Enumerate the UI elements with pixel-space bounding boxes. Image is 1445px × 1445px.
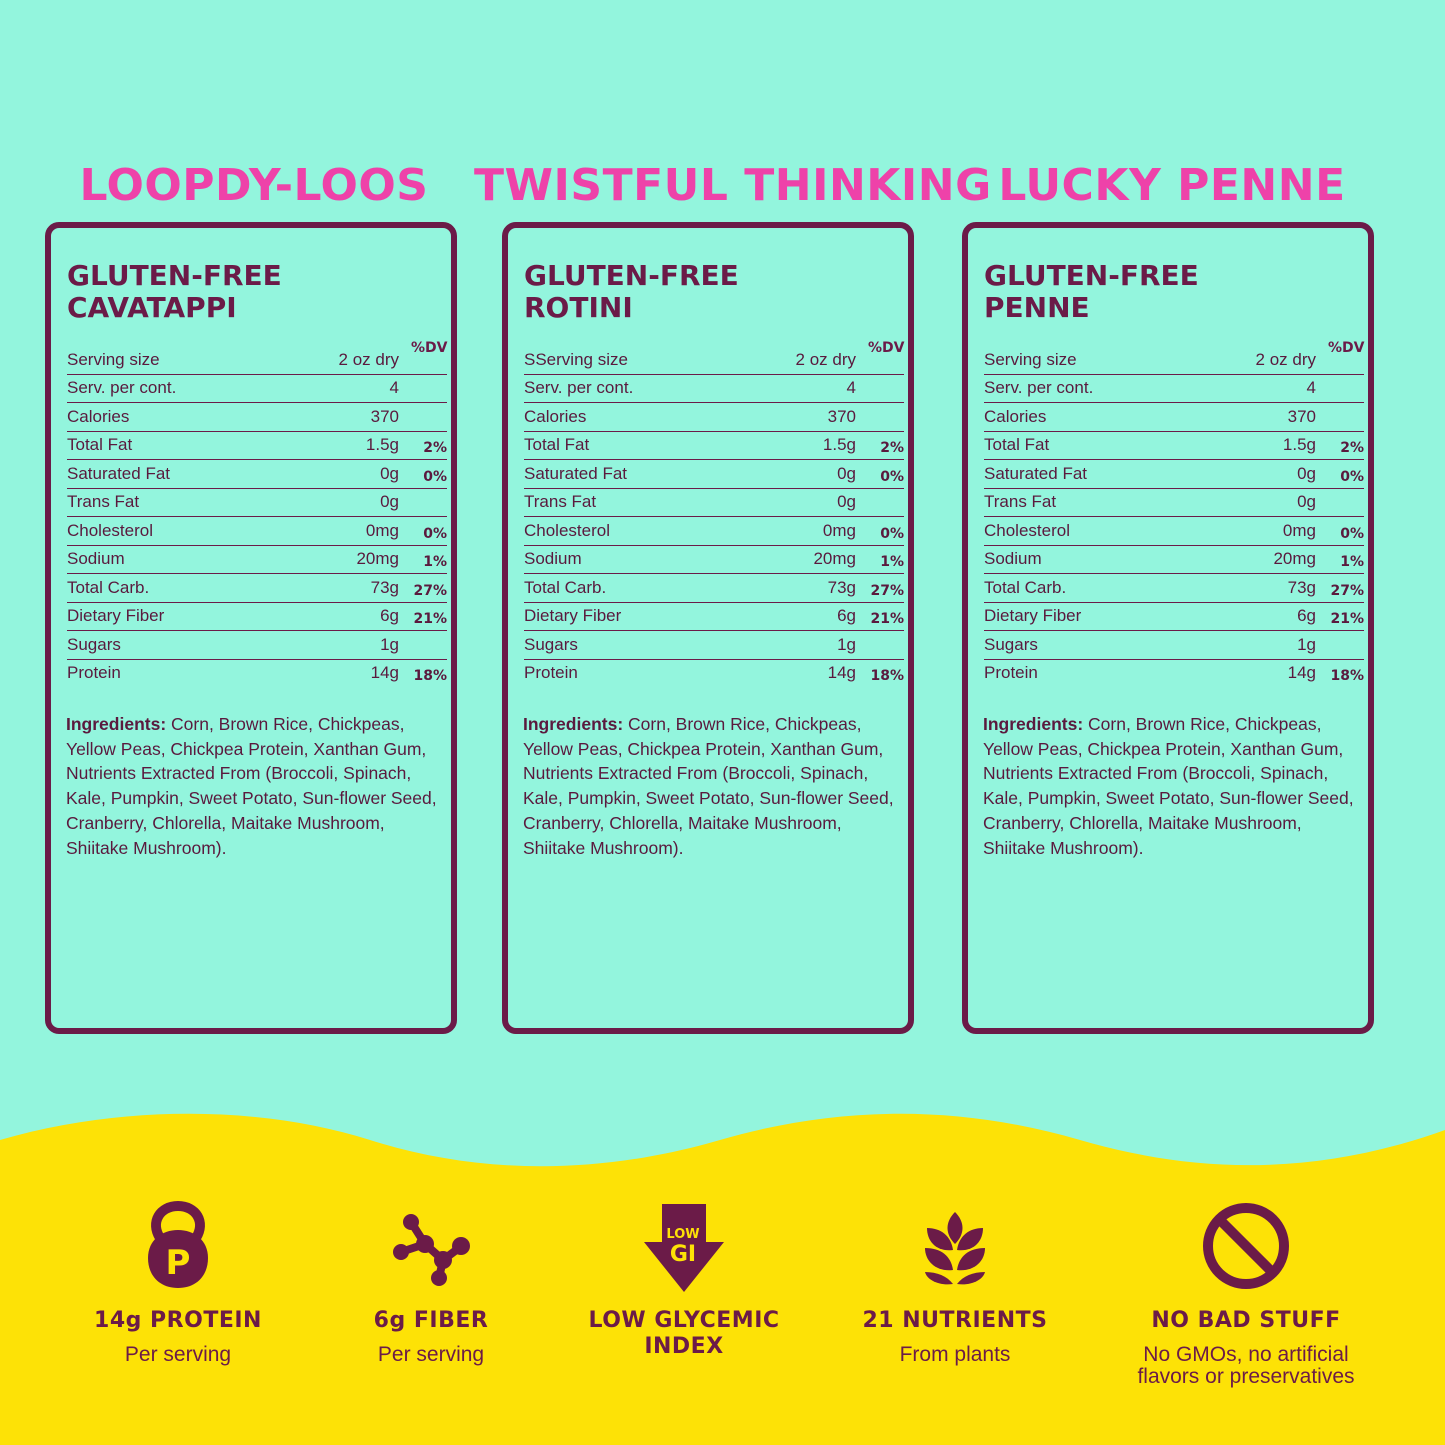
nutrition-row	[524, 432, 904, 461]
low-gi-arrow-icon	[636, 1200, 732, 1296]
wheat-icon	[907, 1200, 1003, 1296]
ingredients-list: Corn, Brown Rice, Chickpeas, Yellow Peas, Chickpea Protein, Xanthan Gum, Nutrients Extracted From (Broccoli, Spinach, Kale, Pumpkin, Sweet Potato, Sun-flower Seed, Cranberry, Chlorella, Maitake Mushroom, Shiitake Mushroom).	[523, 714, 894, 858]
nutrient-amount: 0mg	[365, 520, 399, 540]
nutrition-row	[67, 631, 447, 660]
dv-header: %DV	[1328, 340, 1365, 356]
nutrient-label: Serving size	[984, 349, 1077, 369]
nutrient-dv: 0%	[1340, 525, 1364, 542]
feature-fiber-title: 6g FIBER	[373, 1308, 489, 1333]
nutrition-row	[67, 603, 447, 632]
nutrition-row	[67, 432, 447, 461]
nutrient-amount: 0g	[380, 492, 399, 511]
nutrient-amount: 4	[846, 378, 856, 397]
nutrition-row	[67, 346, 447, 375]
nutrient-amount: 0g	[837, 463, 856, 483]
nutrient-label: Dietary Fiber	[984, 606, 1082, 625]
feature-protein-title: 14g PROTEIN	[94, 1308, 262, 1333]
nutrition-row	[67, 403, 447, 432]
nutrient-amount: 73g	[370, 577, 399, 597]
nutrition-row	[67, 660, 447, 688]
nutrient-amount: 6g	[1297, 606, 1316, 625]
nutrient-amount: 4	[1306, 378, 1316, 397]
nutrient-amount: 6g	[837, 606, 856, 625]
molecule-icon	[383, 1200, 479, 1296]
nutrition-row	[67, 546, 447, 575]
panel-heading: GLUTEN-FREE ROTINI	[524, 259, 739, 324]
nutrient-label: SServing size	[524, 349, 628, 369]
dv-header: %DV	[868, 340, 905, 356]
ingredients-label: Ingredients:	[983, 714, 1084, 734]
nutrition-row	[524, 346, 904, 375]
feature-nutrients	[825, 1200, 1085, 1366]
svg-text:P: P	[165, 1243, 191, 1283]
nutrition-row	[984, 489, 1364, 518]
nutrient-label: Total Carb.	[984, 577, 1067, 597]
ingredients-text	[523, 712, 901, 860]
nutrition-row	[984, 546, 1364, 575]
ingredients-label: Ingredients:	[66, 714, 167, 734]
nutrient-amount: 370	[827, 406, 856, 426]
nutrient-label: Protein	[984, 663, 1038, 682]
nutrition-row	[67, 517, 447, 546]
nutrition-facts-table	[67, 346, 447, 687]
nutrient-dv: 21%	[413, 611, 447, 627]
nutrient-label: Cholesterol	[984, 520, 1070, 540]
nutrient-dv: 2%	[1340, 440, 1364, 456]
nutrition-panel-penne	[962, 222, 1374, 1034]
nutrient-dv: 27%	[870, 582, 904, 599]
nutrition-row	[524, 489, 904, 518]
feature-nutrients-subtitle: From plants	[899, 1343, 1011, 1366]
nutrient-label: Serv. per cont.	[524, 378, 634, 397]
ingredients-list: Corn, Brown Rice, Chickpeas, Yellow Peas, Chickpea Protein, Xanthan Gum, Nutrients Extracted From (Broccoli, Spinach, Kale, Pumpkin, Sweet Potato, Sun-flower Seed, Cranberry, Chlorella, Maitake Mushroom, Shiitake Mushroom).	[66, 714, 437, 858]
product-title-loopdy-loos: LOOPDY-LOOS	[79, 160, 429, 211]
panel-heading: GLUTEN-FREE CAVATAPPI	[67, 259, 282, 324]
nutrient-amount: 73g	[827, 577, 856, 597]
dv-header: %DV	[411, 340, 448, 356]
nutrition-row	[524, 375, 904, 404]
nutrition-panel-cavatappi	[45, 222, 457, 1034]
feature-no-bad-stuff-subtitle: No GMOs, no artificial flavors or preservatives	[1137, 1343, 1355, 1388]
feature-low-gi	[554, 1200, 814, 1360]
nutrient-label: Trans Fat	[67, 492, 140, 511]
nutrient-label: Sodium	[984, 549, 1042, 568]
nutrient-label: Saturated Fat	[524, 463, 628, 483]
nutrient-label: Cholesterol	[524, 520, 610, 540]
nutrient-label: Sugars	[67, 634, 121, 654]
nutrition-row	[524, 517, 904, 546]
nutrient-dv: 18%	[1330, 668, 1364, 684]
ingredients-text	[66, 712, 444, 860]
nutrient-dv: 1%	[423, 554, 447, 570]
nutrition-row	[524, 574, 904, 603]
nutrient-amount: 0g	[380, 463, 399, 483]
nutrient-label: Calories	[524, 406, 587, 426]
nutrient-amount: 4	[389, 378, 399, 397]
nutrient-label: Sugars	[984, 634, 1038, 654]
nutrient-label: Total Carb.	[67, 577, 150, 597]
nutrient-dv: 0%	[423, 525, 447, 542]
nutrient-label: Calories	[67, 406, 130, 426]
ingredients-list: Corn, Brown Rice, Chickpeas, Yellow Peas, Chickpea Protein, Xanthan Gum, Nutrients Extracted From (Broccoli, Spinach, Kale, Pumpkin, Sweet Potato, Sun-flower Seed, Cranberry, Chlorella, Maitake Mushroom, Shiitake Mushroom).	[983, 714, 1354, 858]
nutrient-label: Total Fat	[524, 435, 590, 454]
nutrient-label: Total Fat	[984, 435, 1050, 454]
nutrition-row	[984, 375, 1364, 404]
nutrient-dv: 18%	[870, 668, 904, 684]
nutrient-dv: 2%	[423, 440, 447, 456]
nutrition-row	[984, 517, 1364, 546]
nutrient-amount: 20mg	[1273, 549, 1316, 568]
nutrient-dv: 27%	[1330, 582, 1364, 599]
nutrient-label: Calories	[984, 406, 1047, 426]
nutrition-row	[524, 660, 904, 688]
nutrient-amount: 0mg	[1282, 520, 1316, 540]
nutrient-amount: 0g	[837, 492, 856, 511]
feature-low-gi-title: LOW GLYCEMIC INDEX	[588, 1308, 780, 1359]
nutrient-label: Sugars	[524, 634, 578, 654]
nutrient-amount: 0mg	[822, 520, 856, 540]
nutrient-amount: 2 oz dry	[338, 349, 399, 369]
nutrient-amount: 1.5g	[1282, 435, 1316, 454]
feature-fiber	[301, 1200, 561, 1366]
nutrient-amount: 2 oz dry	[795, 349, 856, 369]
nutrition-row	[984, 603, 1364, 632]
feature-no-bad-stuff	[1106, 1200, 1386, 1388]
nutrition-row	[524, 403, 904, 432]
nutrition-row	[984, 432, 1364, 461]
nutrient-amount: 20mg	[356, 549, 399, 568]
panel-heading: GLUTEN-FREE PENNE	[984, 259, 1199, 324]
nutrient-dv: 1%	[1340, 554, 1364, 570]
nutrient-amount: 1.5g	[365, 435, 399, 454]
nutrition-row	[984, 631, 1364, 660]
nutrition-facts-table	[524, 346, 904, 687]
nutrient-amount: 1g	[837, 634, 856, 654]
nutrition-row	[67, 489, 447, 518]
ingredients-label: Ingredients:	[523, 714, 624, 734]
nutrient-dv: 0%	[1340, 468, 1364, 485]
svg-text:GI: GI	[669, 1242, 697, 1267]
nutrient-dv: 2%	[880, 440, 904, 456]
nutrient-amount: 14g	[1287, 663, 1316, 682]
nutrition-row	[984, 460, 1364, 489]
nutrition-row	[67, 375, 447, 404]
feature-no-bad-stuff-title: NO BAD STUFF	[1151, 1308, 1341, 1333]
svg-text:LOW: LOW	[666, 1227, 700, 1242]
product-title-twistful-thinking: TWISTFUL THINKING	[474, 160, 992, 211]
nutrition-row	[524, 631, 904, 660]
nutrient-amount: 1g	[1297, 634, 1316, 654]
feature-protein	[48, 1200, 308, 1366]
ingredients-text	[983, 712, 1361, 860]
nutrient-amount: 1g	[380, 634, 399, 654]
nutrient-amount: 20mg	[813, 549, 856, 568]
nutrient-label: Sodium	[67, 549, 125, 568]
nutrient-label: Total Carb.	[524, 577, 607, 597]
nutrient-label: Serving size	[67, 349, 160, 369]
nutrient-dv: 0%	[880, 525, 904, 542]
feature-fiber-subtitle: Per serving	[377, 1343, 485, 1366]
nutrient-amount: 1.5g	[822, 435, 856, 454]
product-title-lucky-penne: LUCKY PENNE	[998, 160, 1346, 211]
nutrient-label: Protein	[67, 663, 121, 682]
nutrient-amount: 14g	[370, 663, 399, 682]
nutrition-row	[984, 660, 1364, 688]
nutrient-amount: 370	[1287, 406, 1316, 426]
kettlebell-icon	[130, 1200, 226, 1296]
nutrition-row	[984, 346, 1364, 375]
nutrient-amount: 14g	[827, 663, 856, 682]
nutrition-row	[984, 403, 1364, 432]
nutrient-dv: 27%	[413, 582, 447, 599]
nutrient-amount: 0g	[1297, 463, 1316, 483]
nutrition-row	[67, 460, 447, 489]
nutrient-label: Protein	[524, 663, 578, 682]
nutrient-label: Trans Fat	[984, 492, 1057, 511]
nutrient-amount: 370	[370, 406, 399, 426]
nutrient-amount: 73g	[1287, 577, 1316, 597]
nutrient-dv: 21%	[1330, 611, 1364, 627]
nutrient-amount: 2 oz dry	[1255, 349, 1316, 369]
nutrient-dv: 21%	[870, 611, 904, 627]
nutrition-row	[984, 574, 1364, 603]
nutrient-dv: 0%	[423, 468, 447, 485]
feature-protein-subtitle: Per serving	[124, 1343, 232, 1366]
nutrient-label: Serv. per cont.	[67, 378, 177, 397]
nutrient-label: Sodium	[524, 549, 582, 568]
nutrient-label: Dietary Fiber	[67, 606, 165, 625]
prohibited-icon	[1198, 1200, 1294, 1296]
nutrient-label: Dietary Fiber	[524, 606, 622, 625]
nutrient-label: Cholesterol	[67, 520, 153, 540]
nutrient-label: Saturated Fat	[984, 463, 1088, 483]
feature-nutrients-title: 21 NUTRIENTS	[862, 1308, 1048, 1333]
nutrient-dv: 0%	[880, 468, 904, 485]
nutrient-label: Saturated Fat	[67, 463, 171, 483]
nutrient-label: Total Fat	[67, 435, 133, 454]
nutrient-dv: 18%	[413, 668, 447, 684]
nutrition-panel-rotini	[502, 222, 914, 1034]
nutrition-row	[524, 546, 904, 575]
nutrient-dv: 1%	[880, 554, 904, 570]
nutrient-label: Trans Fat	[524, 492, 597, 511]
nutrition-row	[524, 603, 904, 632]
nutrient-amount: 0g	[1297, 492, 1316, 511]
nutrition-row	[67, 574, 447, 603]
nutrition-facts-table	[984, 346, 1364, 687]
nutrition-row	[524, 460, 904, 489]
nutrient-label: Serv. per cont.	[984, 378, 1094, 397]
nutrient-amount: 6g	[380, 606, 399, 625]
